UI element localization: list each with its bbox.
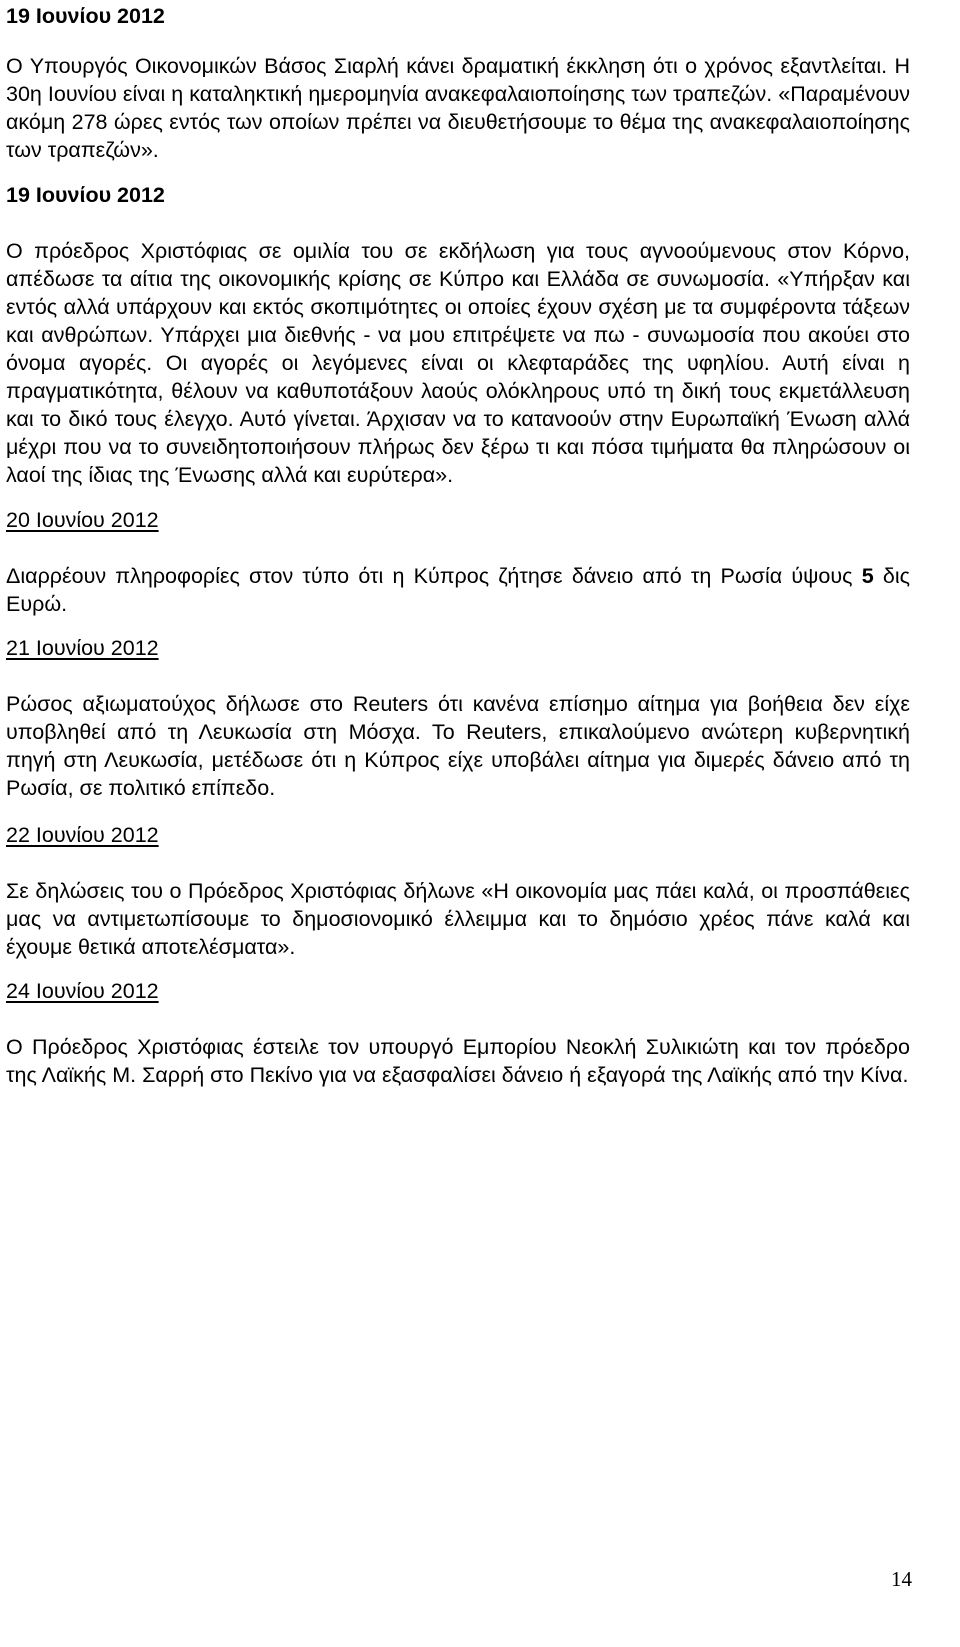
chronology-entry	[6, 618, 910, 802]
page-number: 14	[891, 1567, 912, 1591]
chronology-entry	[6, 489, 910, 618]
entry-date: 20 Ιουνίου 2012	[6, 508, 159, 532]
entry-date: 21 Ιουνίου 2012	[6, 636, 159, 660]
entry-date: 24 Ιουνίου 2012	[6, 979, 159, 1003]
entry-date: 22 Ιουνίου 2012	[6, 823, 159, 847]
entry-text: Ο Πρόεδρος Χριστόφιας έστειλε τον υπουργό Εμπορίου Νεοκλή Συλικιώτη και τον πρόεδρο της Λαϊκής Μ. Σαρρή στο Πεκίνο για να εξασφαλίσει δάνειο ή εξαγορά της Λαϊκής από την Κίνα.	[6, 1035, 910, 1087]
entry-text: Σε δηλώσεις του ο Πρόεδρος Χριστόφιας δήλωνε «Η οικονομία μας πάει καλά, οι προσπάθειες μας να αντιμετωπίσουμε το δημοσιονομικό έλλειμμα και το δημόσιο χρέος πάνε καλά και έχουμε θετικά αποτελέσματα».	[6, 879, 910, 959]
entry-text: Ο πρόεδρος Χριστόφιας σε ομιλία του σε εκδήλωση για τους αγνοούμενους στον Κόρνο, απέδωσε τα αίτια της οικονομικής κρίσης σε Κύπρο και Ελλάδα σε συνωμοσία. «Υπήρξαν και εντός αλλά υπάρχουν και εκτός σκοπιμότητες οι οποίες έχουν σχέση με τα συμφέροντα τάξεων και ανθρώπων. Υπάρχει μια διεθνής - να μου επιτρέψετε να πω - συνωμοσία που ακούει στο όνομα αγορές. Οι αγορές οι λεγόμενες είναι οι κλεφταράδες της υφηλίου. Αυτή είναι η πραγματικότητα, θέλουν να καθυποτάξουν λαούς ολόκληρους υπό τη δική τους εκμετάλλευση και το δικό τους έλεγχο. Αυτό γίνεται. Άρχισαν να το κατανοούν στην Ευρωπαϊκή Ένωση αλλά μέχρι που να το συνειδητοποιήσουν πλήρως δεν ξέρω τι και πόσα τιμήματα θα πληρώσουν οι λαοί της ίδιας της Ένωσης αλλά και ευρύτερα».	[6, 239, 910, 487]
entry-text: Ρώσος αξιωματούχος δήλωσε στο Reuters ότι κανένα επίσημο αίτημα για βοήθεια δεν είχε υποβληθεί από τη Λευκωσία στη Μόσχα. Το Reuters, επικαλούμενο ανώτερη κυβερνητική πηγή στη Λευκωσία, μετέδωσε ότι η Κύπρος είχε υποβάλει αίτημα για διμερές δάνειο από τη Ρωσία, σε πολιτικό επίπεδο.	[6, 692, 910, 800]
entry-text	[6, 562, 910, 618]
chronology-entry	[6, 0, 910, 164]
entry-text: Ο Υπουργός Οικονομικών Βάσος Σιαρλή κάνει δραματική έκκληση ότι ο χρόνος εξαντλείται. Η 30η Ιουνίου είναι η καταληκτική ημερομηνία ανακεφαλαιοποίησης των τραπεζών. «Παραμένουν ακόμη 278 ώρες εντός των οποίων πρέπει να διευθετήσουμε το θέμα της ανακεφαλαιοποίησης των τραπεζών».	[6, 54, 910, 162]
entry-text-part: Διαρρέουν πληροφορίες στον τύπο ότι η Κύπρος ζήτησε δάνειο από τη Ρωσία ύψους	[6, 564, 862, 588]
chronology-entry	[6, 961, 910, 1089]
document-page	[6, 0, 910, 1089]
chronology-entry	[6, 802, 910, 961]
entry-date: 19 Ιουνίου 2012	[6, 183, 165, 207]
entry-text-part: δις Ευρώ.	[6, 564, 910, 616]
loan-amount: 5	[861, 564, 874, 588]
entry-date: 19 Ιουνίου 2012	[6, 4, 165, 28]
chronology-entry	[6, 164, 910, 489]
